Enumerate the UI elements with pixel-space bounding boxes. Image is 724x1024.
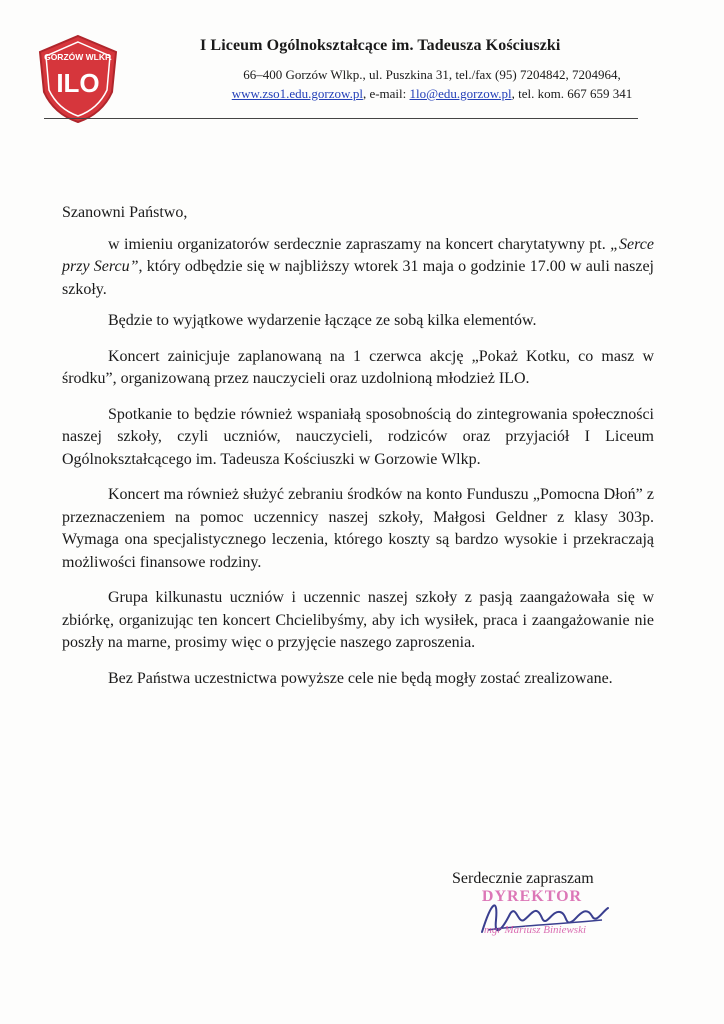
paragraph-action: Koncert zainicjuje zaplanowaną na 1 czerwca akcję „Pokaż Kotku, co masz w środku”, organizowaną przez nauczycieli oraz uzdolnioną młodzież ILO. — [62, 347, 654, 387]
paragraph-invitation — [62, 234, 654, 302]
concert-title: „Serce przy Sercu” — [62, 235, 654, 275]
paragraph-students: Grupa kilkunastu uczniów i uczennic naszej szkoły z pasją zaangażowała się w zbiórkę, organizując ten koncert Chcielibyśmy, aby ich wysiłek, praca i zaangażowanie nie poszły na marne, prosimy więc o przyjęcie naszego zaproszenia. — [62, 589, 654, 651]
closing-phrase: Serdecznie zapraszam — [452, 870, 594, 887]
signature — [452, 890, 632, 950]
website-link[interactable]: www.zso1.edu.gorzow.pl — [231, 86, 363, 101]
salutation: Szanowni Państwo, — [62, 204, 188, 221]
logo-text-top: GORZÓW WLKP. — [44, 52, 112, 62]
email-link[interactable]: 1lo@edu.gorzow.pl — [409, 86, 512, 101]
stamp-title: DYREKTOR — [481, 888, 583, 905]
invitation-text-end: , który odbędzie się w najbliższy wtorek 31 maja o godzinie 17.00 w auli naszej szkoły. — [62, 258, 654, 298]
school-address: 66–400 Gorzów Wlkp., ul. Puszkina 31, tel./fax (95) 7204842, 7204964, — [243, 67, 621, 82]
paragraph-fundraising: Koncert ma również służyć zebraniu środków na konto Funduszu „Pomocna Dłoń” z przeznaczeniem na pomoc uczennicy naszej szkoły, Małgosi Geldner z klasy 303p. Wymaga ona specjalistycznego leczenia, którego koszty są bardzo wysokie i przekraczają możliwości finansowe rodziny. — [62, 486, 654, 571]
school-name: I Liceum Ogólnokształcące im. Tadeusza Kościuszki — [200, 37, 561, 54]
header-divider — [44, 118, 638, 119]
paragraph-community: Spotkanie to będzie również wspaniałą sposobnością do zintegrowania społeczności naszej szkoły, czyli uczniów, nauczycieli, rodziców oraz przyjaciół I Liceum Ogólnokształcącego im. Tadeusza Kościuszki w Gorzowie Wlkp. — [62, 405, 654, 468]
letter-body — [62, 202, 654, 703]
email-label: , e-mail: — [362, 86, 410, 101]
phone-text: , tel. kom. 667 659 341 — [511, 86, 633, 101]
stamp-name: mgr Mariusz Biniewski — [483, 924, 587, 936]
invitation-text: w imieniu organizatorów serdecznie zapraszamy na koncert charytatywny pt. — [108, 235, 611, 253]
logo-text-main: ILO — [56, 68, 100, 98]
school-contact — [172, 86, 692, 102]
paragraph-event: Będzie to wyjątkowe wydarzenie łączące ze sobą kilka elementów. — [108, 312, 537, 329]
school-logo — [30, 30, 126, 126]
paragraph-closing: Bez Państwa uczestnictwa powyższe cele nie będą mogły zostać zrealizowane. — [108, 669, 613, 687]
